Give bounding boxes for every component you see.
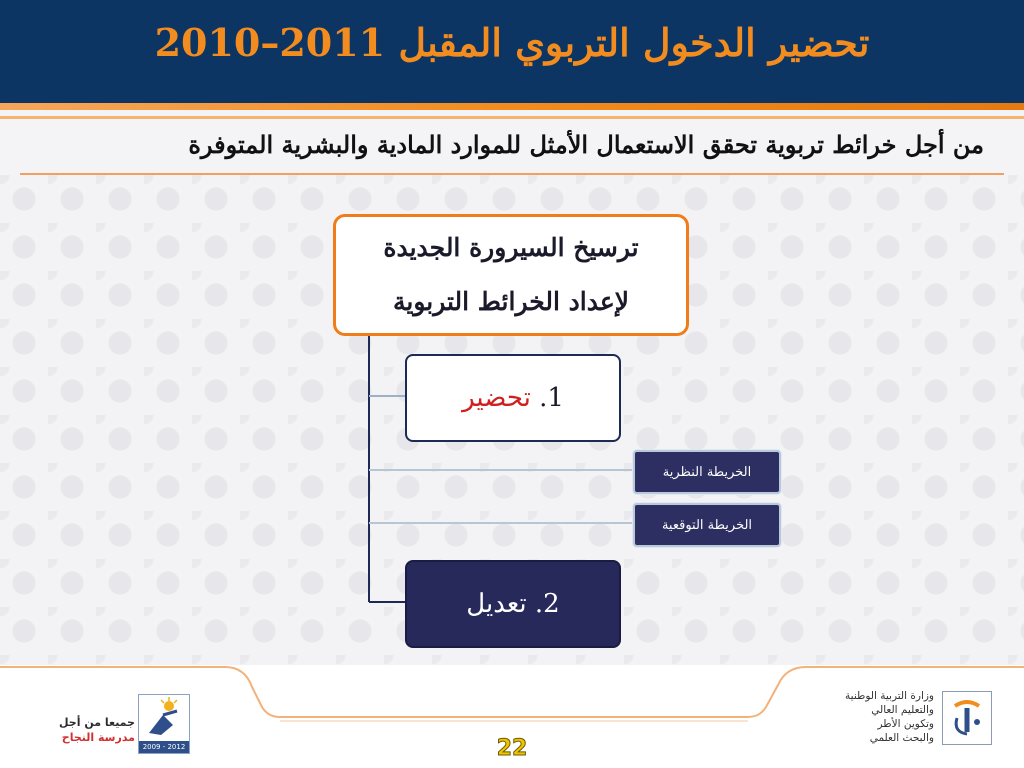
- ministry-line: وتكوين الأطر: [877, 718, 934, 730]
- slogan-line1: جميعا من أجل: [58, 716, 135, 729]
- slogan-text: [40, 715, 135, 745]
- star-figure-icon: [139, 695, 187, 739]
- slide-subtitle: من أجل خرائط تربوية تحقق الاستعمال الأمثل للموارد المادية والبشرية المتوفرة: [188, 130, 984, 159]
- ministry-line: وزارة التربية الوطنية: [845, 690, 934, 702]
- ministry-logo: [942, 691, 992, 745]
- step-prepare-node: [405, 354, 621, 442]
- sub-node-label: الخريطة التوقعية: [661, 517, 753, 533]
- ministry-emblem-icon: [943, 692, 991, 744]
- slide-title: تحضير الدخول التربوي المقبل 2011–2010: [154, 20, 870, 65]
- root-node-line1: ترسيخ السيرورة الجديدة: [383, 233, 639, 262]
- sub-node-theoretical-map: [633, 450, 781, 494]
- step1-label: تحضير: [462, 383, 531, 413]
- root-node: [333, 214, 689, 336]
- ministry-name: [758, 689, 934, 745]
- root-node-line2: لإعداد الخرائط التربوية: [392, 287, 630, 316]
- ministry-line: والتعليم العالي: [871, 704, 934, 716]
- slogan-line2: مدرسة النجاح: [61, 731, 135, 744]
- program-logo: [138, 694, 190, 754]
- step2-number: 2.: [534, 589, 560, 619]
- sub-node-label: الخريطة النظرية: [662, 464, 752, 480]
- step2-label: تعديل: [466, 589, 527, 619]
- ministry-line: والبحث العلمي: [869, 732, 934, 744]
- step1-number: 1.: [539, 383, 564, 413]
- sub-node-forecast-map: [633, 503, 781, 547]
- step-adjust-node: [405, 560, 621, 648]
- logo-years: 2009 - 2012: [139, 741, 189, 753]
- page-number: 22: [496, 736, 528, 761]
